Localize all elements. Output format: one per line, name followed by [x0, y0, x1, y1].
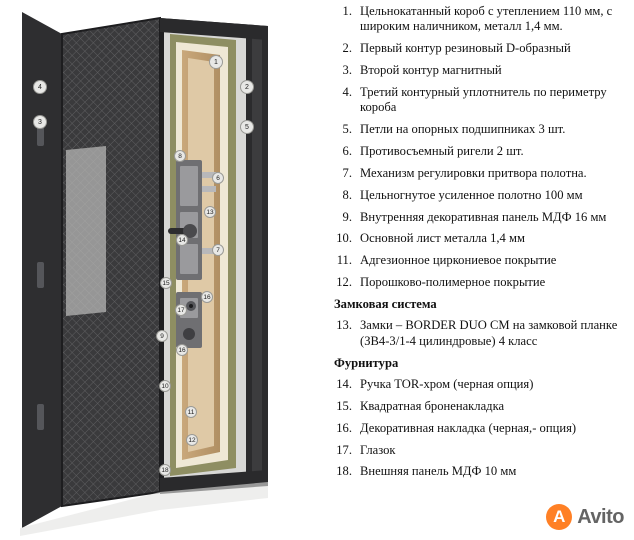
spec-item	[334, 4, 630, 35]
avito-logo-icon: A	[546, 504, 572, 530]
callout-9: 9	[156, 330, 168, 342]
avito-watermark-label: Avito	[577, 505, 624, 528]
spec-text: Декоративная накладка (черная,- опция)	[360, 420, 577, 435]
spec-item	[334, 122, 630, 137]
spec-text: Глазок	[360, 442, 396, 457]
callout-12: 12	[186, 434, 198, 446]
callout-16-b: 16	[176, 344, 188, 356]
callout-3: 3	[33, 115, 47, 129]
spec-number: 3.	[342, 63, 352, 78]
callout-14: 14	[176, 234, 188, 246]
spec-number: 11.	[336, 253, 352, 268]
spec-text: Первый контур резиновый D-образный	[360, 41, 571, 56]
callout-13: 13	[204, 206, 216, 218]
spec-text: Квадратная броненакладка	[360, 398, 505, 413]
avito-watermark	[546, 504, 624, 530]
spec-item	[334, 144, 630, 159]
spec-text: Противосъемный ригели 2 шт.	[360, 144, 524, 159]
callout-4: 4	[33, 80, 47, 94]
callout-11: 11	[185, 406, 197, 418]
spec-number: 15.	[336, 398, 352, 413]
spec-item	[334, 421, 630, 436]
spec-text: Основной лист металла 1,4 мм	[360, 231, 525, 246]
spec-item	[334, 231, 630, 246]
spec-number: 16.	[336, 420, 352, 435]
spec-text: Второй контур магнитный	[360, 63, 502, 78]
callout-6: 6	[212, 172, 224, 184]
spec-text: Механизм регулировки притвора полотна.	[360, 165, 587, 180]
group-heading-lock-system: Замковая система	[334, 297, 437, 312]
callout-2: 2	[240, 80, 254, 94]
spec-item	[334, 377, 630, 392]
spec-text: Внутренняя декоративная панель МДФ 16 мм	[360, 209, 607, 224]
spec-text: Петли на опорных подшипниках 3 шт.	[360, 122, 566, 137]
spec-item	[334, 41, 630, 56]
group-heading-hardware: Фурнитура	[334, 355, 399, 370]
specification-list	[334, 4, 630, 486]
spec-text: Третий контурный уплотнитель по периметру короба	[360, 84, 607, 115]
callout-1: 1	[209, 55, 223, 69]
spec-item	[334, 399, 630, 414]
spec-item	[334, 188, 630, 203]
spec-number: 4.	[342, 84, 352, 99]
spec-number: 7.	[342, 165, 352, 180]
spec-number: 2.	[342, 41, 352, 56]
spec-item	[334, 253, 630, 268]
callout-7: 7	[212, 244, 224, 256]
spec-text: Порошково-полимерное покрытие	[360, 275, 546, 290]
spec-number: 6.	[342, 144, 352, 159]
spec-number: 13.	[336, 318, 352, 333]
spec-text: Ручка TOR-хром (черная опция)	[360, 376, 534, 391]
spec-text: Замки – BORDER DUO CM на замковой планке (ЗВ4-3/1-4 цилиндровые) 4 класс	[360, 318, 618, 348]
spec-item	[334, 166, 630, 181]
callout-10: 10	[159, 380, 171, 392]
spec-item	[334, 63, 630, 78]
spec-number: 1.	[342, 4, 352, 18]
callout-16-a: 16	[201, 291, 213, 303]
spec-item	[334, 318, 630, 349]
spec-item	[334, 464, 630, 479]
spec-number: 12.	[336, 275, 352, 290]
spec-item	[334, 443, 630, 458]
spec-number: 17.	[336, 442, 352, 457]
spec-item	[334, 85, 630, 116]
spec-number: 14.	[336, 376, 352, 391]
spec-number: 18.	[336, 464, 352, 479]
spec-number: 9.	[342, 209, 352, 224]
spec-number: 10.	[336, 231, 352, 246]
spec-item	[334, 275, 630, 290]
callout-8: 8	[174, 150, 186, 162]
callout-17: 17	[175, 304, 187, 316]
spec-text: Внешняя панель МДФ 10 мм	[360, 464, 517, 479]
callout-5: 5	[240, 120, 254, 134]
spec-item	[334, 210, 630, 225]
spec-text: Цельногнутое усиленное полотно 100 мм	[360, 187, 583, 202]
spec-text: Адгезионное циркониевое покрытие	[360, 253, 557, 268]
spec-number: 8.	[342, 187, 352, 202]
callout-18: 18	[159, 464, 171, 476]
spec-text: Цельнокатанный короб с утеплением 110 мм, с широким наличником, металл 1,4 мм.	[360, 4, 613, 34]
spec-number: 5.	[342, 122, 352, 137]
callout-15: 15	[160, 277, 172, 289]
